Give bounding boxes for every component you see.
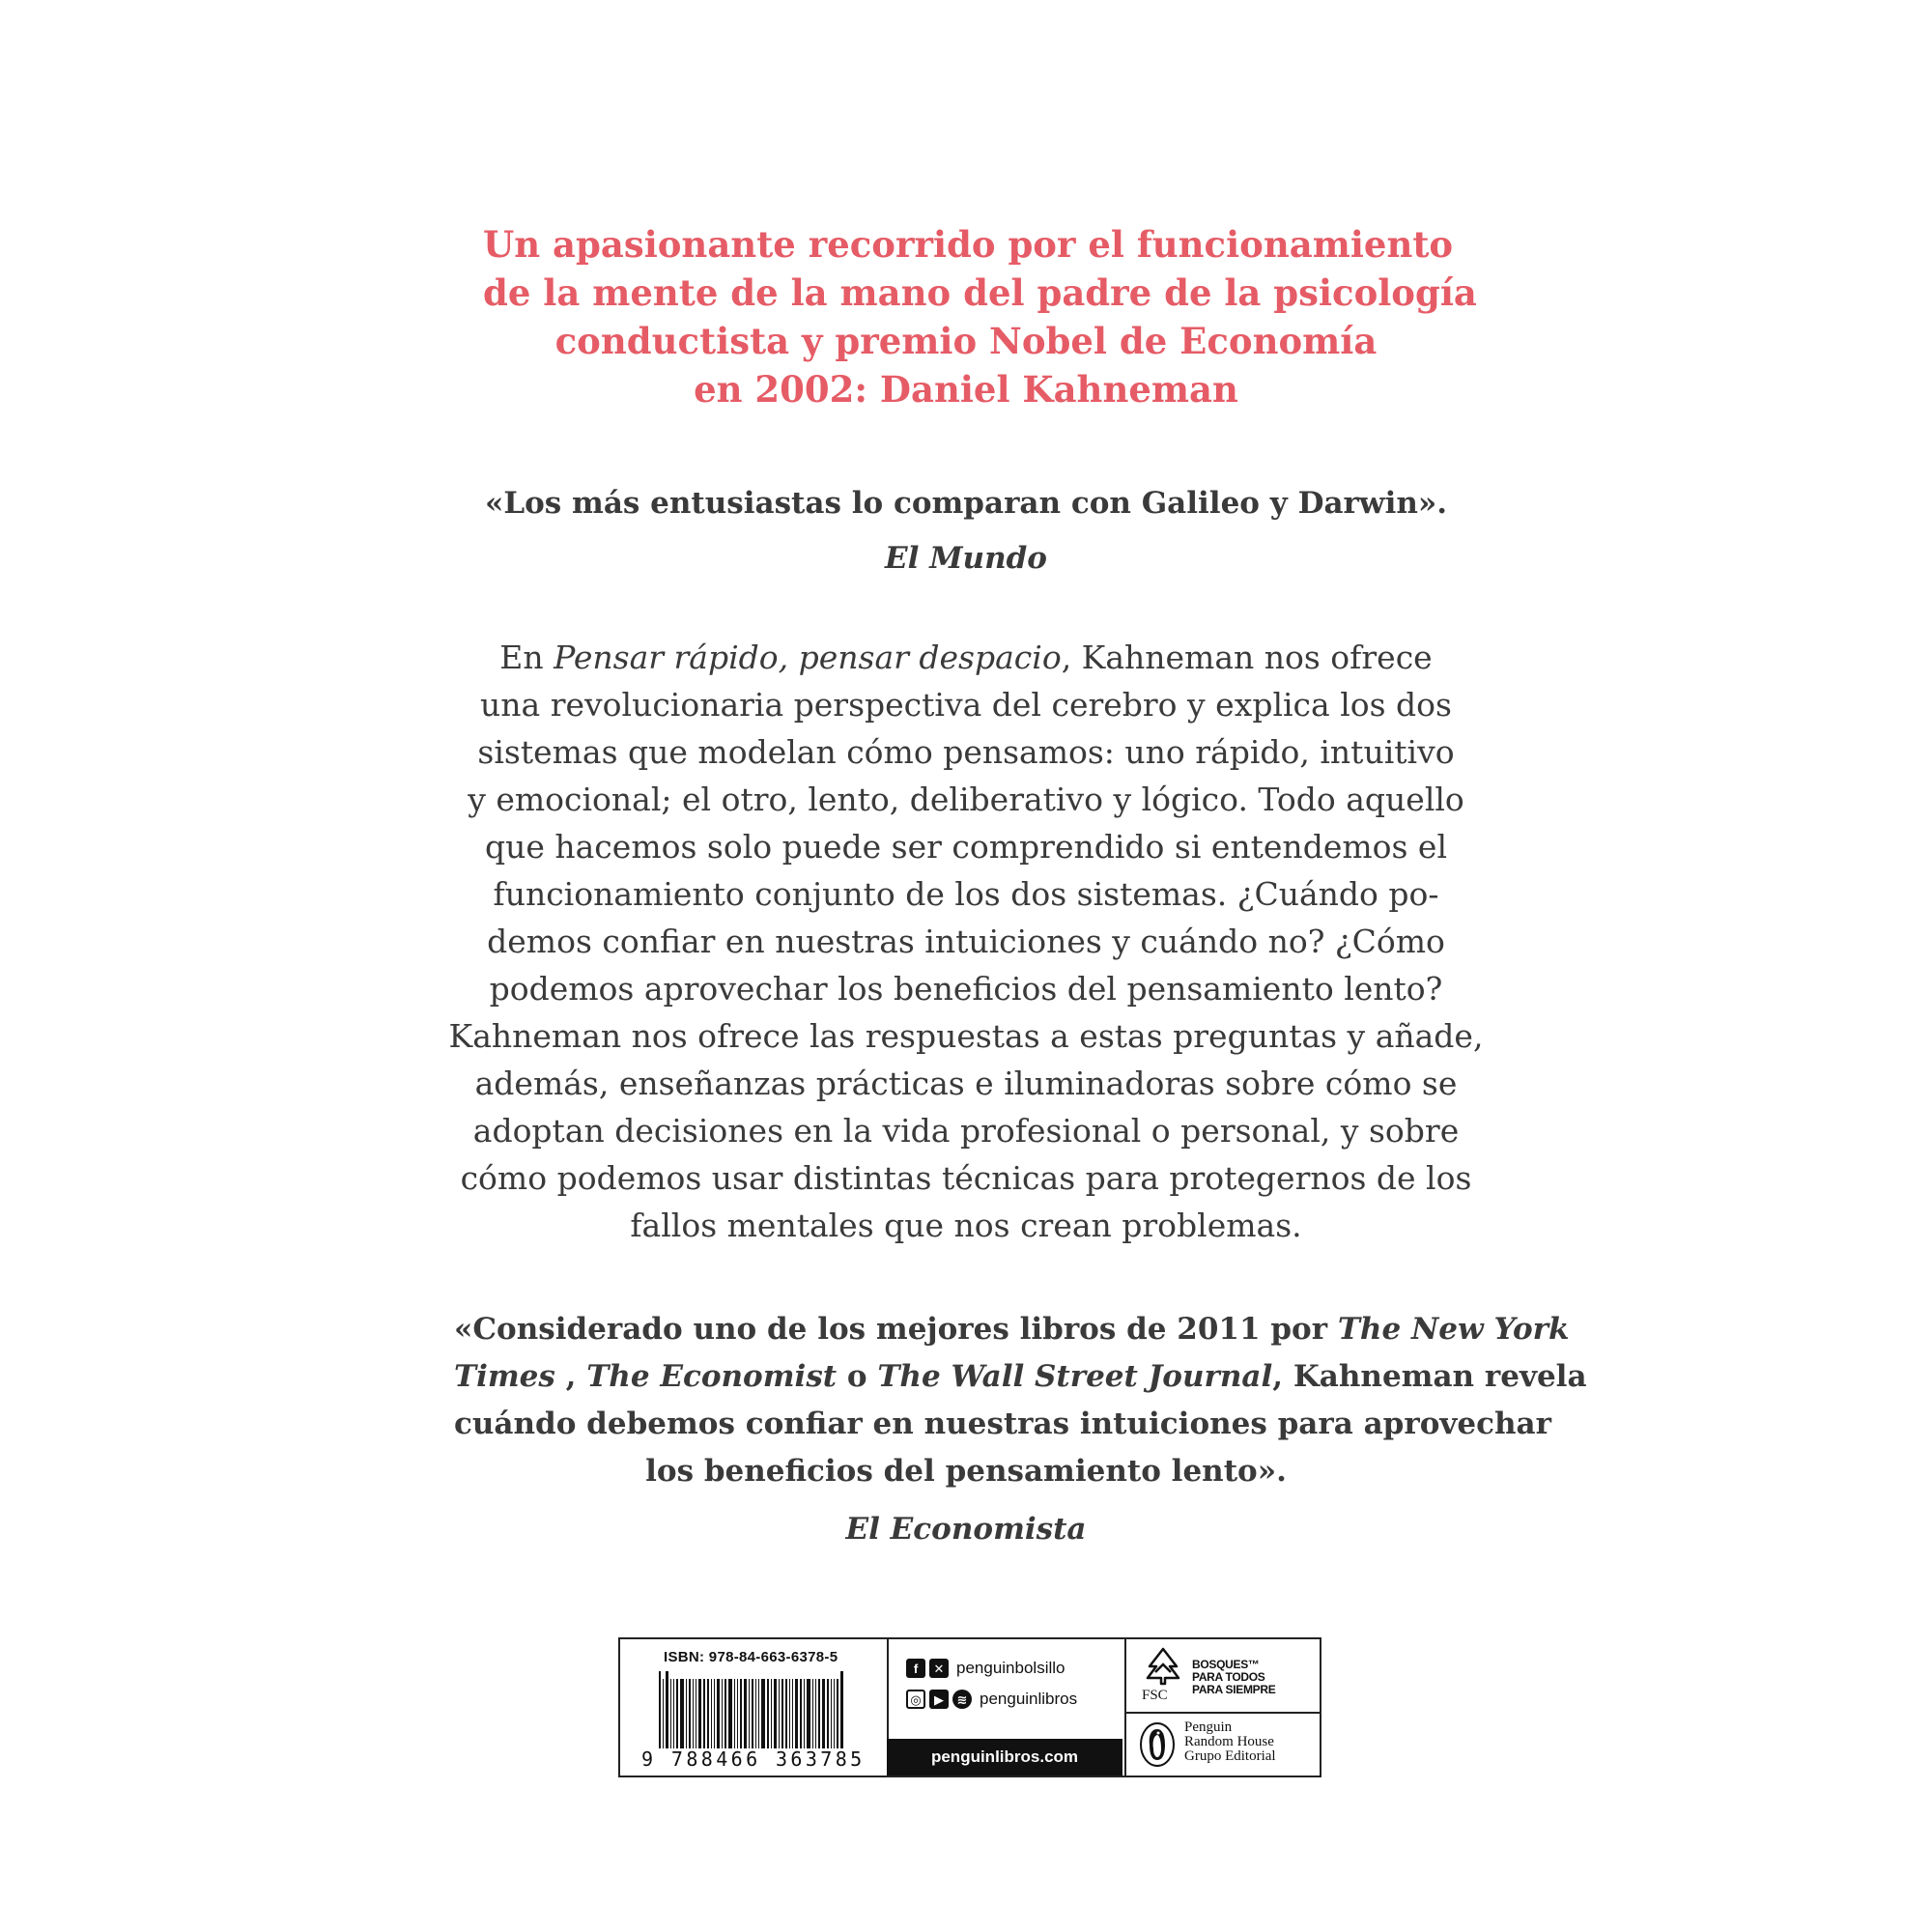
x-icon: ✕ (929, 1659, 949, 1678)
barcode-bar (670, 1679, 671, 1748)
synopsis-line: además, enseñanzas prácticas e iluminadoras sobre cómo se (474, 1065, 1458, 1102)
barcode-bar (722, 1679, 723, 1748)
barcode-bar (711, 1679, 712, 1748)
barcode-bar (822, 1679, 825, 1748)
isbn-digits: 9 788466 363785 (641, 1747, 866, 1771)
social-handle-1: penguinbolsillo (956, 1659, 1065, 1677)
social-panel (887, 1639, 1126, 1776)
quote-source-1: El Mundo (885, 541, 1047, 576)
youtube-icon: ▶ (929, 1690, 949, 1709)
quote-text: «Los más entusiastas lo comparan con Galileo y Darwin». (484, 486, 1448, 521)
publisher-line: Grupo Editorial (1184, 1748, 1276, 1764)
barcode-bar (800, 1679, 802, 1748)
barcode-bar (815, 1679, 816, 1748)
quote-line: cuándo debemos confiar en nuestras intuiciones para aprovechar (454, 1406, 1551, 1441)
barcode-bar (771, 1679, 772, 1748)
publisher-line: Penguin (1184, 1719, 1233, 1735)
barcode-bar (837, 1679, 838, 1748)
barcode-bar (740, 1679, 742, 1748)
barcode-bar (831, 1679, 832, 1748)
barcode-bar (834, 1679, 835, 1748)
book-title: Pensar rápido, pensar despacio (554, 639, 1062, 676)
synopsis-line: cómo podemos usar distintas técnicas para protegernos de los (460, 1159, 1472, 1197)
barcode-bar (792, 1679, 793, 1748)
barcode-bar (749, 1679, 750, 1748)
quote-line: Times , The Economist o The Wall Street Journal, Kahneman revela (454, 1359, 1587, 1394)
fsc-slogan-line: PARA SIEMPRE (1192, 1683, 1276, 1696)
barcode-bar (680, 1679, 684, 1748)
social-row-1 (906, 1659, 1065, 1678)
quote-line: los beneficios del pensamiento lento». (645, 1454, 1287, 1489)
isbn-label: ISBN: 978-84-663-6378-5 (664, 1649, 838, 1665)
barcode-bar (724, 1679, 726, 1748)
barcode-bar (840, 1671, 843, 1748)
instagram-icon: ◎ (906, 1690, 925, 1709)
publisher-panel (1124, 1639, 1320, 1776)
barcode-bar (676, 1679, 678, 1748)
headline-line: Un apasionante recorrido por el funcionamiento (483, 223, 1454, 266)
barcode-bar (789, 1679, 790, 1748)
barcode (659, 1671, 879, 1748)
synopsis-line: que hacemos solo puede ser comprendido si entendemos el (484, 828, 1448, 866)
barcode-bar (689, 1679, 691, 1748)
synopsis-line: funcionamiento conjunto de los dos sistemas. ¿Cuándo po- (493, 875, 1439, 913)
barcode-bar (785, 1679, 787, 1748)
synopsis-line: adoptan decisiones en la vida profesional o personal, y sobre (472, 1112, 1460, 1150)
synopsis-line: Kahneman nos ofrece las respuestas a estas preguntas y añade, (448, 1017, 1484, 1055)
barcode-bar (714, 1679, 715, 1748)
barcode-bar (734, 1679, 735, 1748)
headline (483, 220, 1477, 413)
barcode-bar (673, 1679, 674, 1748)
barcode-bar (703, 1679, 705, 1748)
quote-source-2: El Economista (845, 1512, 1087, 1547)
synopsis-line: fallos mentales que nos crean problemas. (630, 1207, 1302, 1244)
synopsis-line: una revolucionaria perspectiva del cerebro y explica los dos (480, 686, 1452, 724)
spotify-icon: ≋ (952, 1690, 972, 1709)
fsc-label: FSC (1142, 1688, 1168, 1703)
fsc-slogan (1192, 1659, 1275, 1696)
barcode-bar (818, 1679, 820, 1748)
quote-line: «Considerado uno de los mejores libros de 2011 por The New York (454, 1312, 1570, 1347)
barcode-bar (804, 1679, 805, 1748)
social-row-2 (906, 1690, 1077, 1709)
barcode-panel (620, 1639, 889, 1776)
penguin-logo (1138, 1721, 1177, 1768)
fsc-logo (1142, 1647, 1184, 1686)
barcode-bar (693, 1679, 694, 1748)
synopsis-line: y emocional; el otro, lento, deliberativo y lógico. Todo aquello (468, 781, 1464, 818)
barcode-bar (686, 1679, 687, 1748)
press-quote-2 (454, 1306, 1587, 1495)
barcode-bar (663, 1679, 664, 1748)
website-link[interactable]: penguinlibros.com (887, 1739, 1122, 1776)
barcode-bar (807, 1679, 810, 1748)
barcode-bar (781, 1679, 783, 1748)
barcode-bar (795, 1679, 798, 1748)
barcode-bar (812, 1679, 813, 1748)
fsc-slogan-line: BOSQUES™ (1192, 1658, 1260, 1671)
synopsis (444, 634, 1488, 1249)
facebook-icon: f (906, 1659, 925, 1678)
synopsis-line: podemos aprovechar los beneficios del pensamiento lento? (489, 970, 1443, 1008)
barcode-bar (659, 1671, 661, 1748)
press-quote-1 (454, 480, 1478, 527)
headline-line: en 2002: Daniel Kahneman (694, 368, 1238, 411)
publisher-name (1184, 1720, 1276, 1764)
social-handle-2: penguinlibros (980, 1690, 1078, 1708)
barcode-bar (779, 1679, 780, 1748)
barcode-bar (698, 1679, 701, 1748)
publisher-line: Random House (1184, 1734, 1274, 1749)
barcode-bar (737, 1679, 738, 1748)
barcode-bar (717, 1679, 720, 1748)
barcode-bar (761, 1679, 765, 1748)
barcode-bar (744, 1679, 747, 1748)
barcode-bar (827, 1679, 829, 1748)
barcode-bar (767, 1679, 769, 1748)
headline-line: de la mente de la mano del padre de la psicología (483, 271, 1477, 314)
barcode-bar (758, 1679, 759, 1748)
back-cover-info-box (618, 1637, 1321, 1777)
barcode-bar (728, 1679, 732, 1748)
barcode-bar (774, 1679, 777, 1748)
barcode-bar (755, 1679, 756, 1748)
barcode-bar (752, 1679, 753, 1748)
barcode-bar (707, 1679, 709, 1748)
synopsis-line: En Pensar rápido, pensar despacio, Kahneman nos ofrece (499, 639, 1433, 676)
headline-line: conductista y premio Nobel de Economía (554, 320, 1378, 362)
fsc-block (1124, 1639, 1320, 1714)
fsc-slogan-line: PARA TODOS (1192, 1670, 1265, 1684)
synopsis-line: demos confiar en nuestras intuiciones y cuándo no? ¿Cómo (487, 923, 1445, 960)
barcode-bar (666, 1671, 668, 1748)
synopsis-line: sistemas que modelan cómo pensamos: uno rápido, intuitivo (477, 733, 1455, 771)
publisher-block (1124, 1714, 1320, 1776)
